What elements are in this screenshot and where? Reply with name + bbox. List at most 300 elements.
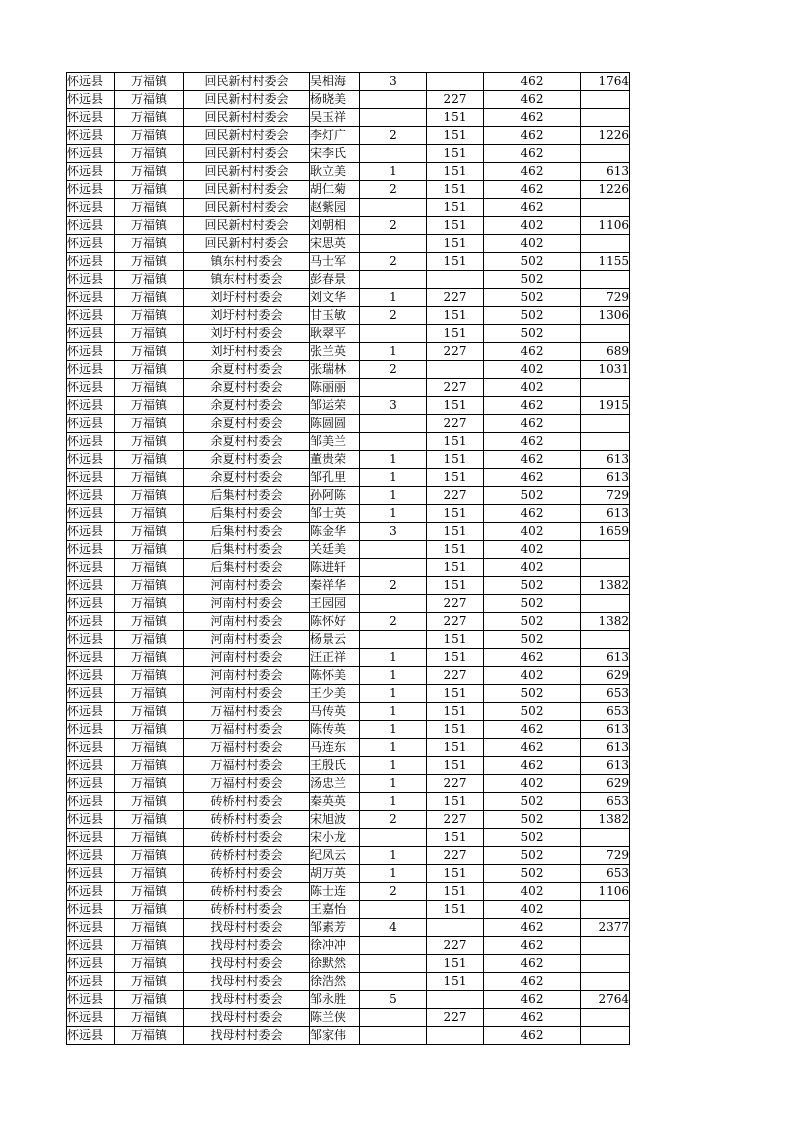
cell-county: 怀远县 <box>67 955 115 973</box>
cell-village-committee: 找母村村委会 <box>184 991 310 1009</box>
cell-amount-b: 402 <box>484 901 581 919</box>
cell-amount-b: 502 <box>484 703 581 721</box>
cell-amount-a: 151 <box>427 199 484 217</box>
cell-county: 怀远县 <box>67 379 115 397</box>
cell-household-size: 1 <box>360 739 427 757</box>
cell-town: 万福镇 <box>115 721 184 739</box>
cell-amount-b: 462 <box>484 343 581 361</box>
cell-village-committee: 后集村村委会 <box>184 523 310 541</box>
cell-total <box>581 109 630 127</box>
table-row <box>67 811 630 829</box>
household-table <box>66 72 630 1045</box>
table-row <box>67 847 630 865</box>
cell-amount-a: 151 <box>427 127 484 145</box>
cell-amount-a: 151 <box>427 145 484 163</box>
cell-name: 吴玉祥 <box>310 109 360 127</box>
cell-household-size <box>360 829 427 847</box>
cell-household-size <box>360 325 427 343</box>
cell-name: 邹家伟 <box>310 1027 360 1045</box>
cell-county: 怀远县 <box>67 325 115 343</box>
cell-amount-a: 227 <box>427 847 484 865</box>
cell-total: 613 <box>581 163 630 181</box>
cell-county: 怀远县 <box>67 1009 115 1027</box>
cell-household-size <box>360 955 427 973</box>
cell-amount-b: 402 <box>484 541 581 559</box>
cell-amount-b: 462 <box>484 73 581 91</box>
cell-town: 万福镇 <box>115 991 184 1009</box>
cell-amount-a: 227 <box>427 415 484 433</box>
cell-county: 怀远县 <box>67 469 115 487</box>
cell-amount-b: 502 <box>484 271 581 289</box>
table-row <box>67 415 630 433</box>
cell-village-committee: 万福村村委会 <box>184 775 310 793</box>
cell-village-committee: 砖桥村村委会 <box>184 847 310 865</box>
cell-town: 万福镇 <box>115 793 184 811</box>
cell-village-committee: 回民新村村委会 <box>184 73 310 91</box>
cell-amount-b: 502 <box>484 577 581 595</box>
cell-village-committee: 回民新村村委会 <box>184 199 310 217</box>
cell-amount-b: 402 <box>484 379 581 397</box>
cell-village-committee: 余夏村村委会 <box>184 469 310 487</box>
cell-name: 秦祥华 <box>310 577 360 595</box>
cell-total: 1031 <box>581 361 630 379</box>
table-row <box>67 73 630 91</box>
cell-name: 李灯广 <box>310 127 360 145</box>
cell-town: 万福镇 <box>115 847 184 865</box>
cell-amount-b: 502 <box>484 289 581 307</box>
cell-amount-b: 462 <box>484 1009 581 1027</box>
cell-county: 怀远县 <box>67 577 115 595</box>
cell-total: 613 <box>581 469 630 487</box>
cell-amount-b: 502 <box>484 595 581 613</box>
cell-town: 万福镇 <box>115 325 184 343</box>
cell-household-size: 4 <box>360 919 427 937</box>
table-row <box>67 541 630 559</box>
cell-county: 怀远县 <box>67 1027 115 1045</box>
cell-name: 邹美兰 <box>310 433 360 451</box>
cell-town: 万福镇 <box>115 631 184 649</box>
cell-village-committee: 刘圩村村委会 <box>184 343 310 361</box>
cell-town: 万福镇 <box>115 379 184 397</box>
cell-county: 怀远县 <box>67 865 115 883</box>
cell-town: 万福镇 <box>115 361 184 379</box>
cell-village-committee: 河南村村委会 <box>184 649 310 667</box>
cell-amount-a: 151 <box>427 973 484 991</box>
cell-county: 怀远县 <box>67 73 115 91</box>
cell-total: 1106 <box>581 883 630 901</box>
cell-total <box>581 829 630 847</box>
cell-town: 万福镇 <box>115 109 184 127</box>
cell-county: 怀远县 <box>67 685 115 703</box>
cell-name: 关廷美 <box>310 541 360 559</box>
cell-name: 陈兰侠 <box>310 1009 360 1027</box>
cell-total: 653 <box>581 685 630 703</box>
cell-village-committee: 河南村村委会 <box>184 595 310 613</box>
cell-county: 怀远县 <box>67 901 115 919</box>
cell-village-committee: 刘圩村村委会 <box>184 307 310 325</box>
cell-amount-b: 402 <box>484 559 581 577</box>
cell-total: 613 <box>581 757 630 775</box>
cell-amount-a: 151 <box>427 451 484 469</box>
cell-amount-b: 402 <box>484 361 581 379</box>
cell-village-committee: 河南村村委会 <box>184 631 310 649</box>
table-row <box>67 721 630 739</box>
cell-county: 怀远县 <box>67 991 115 1009</box>
cell-amount-b: 462 <box>484 199 581 217</box>
cell-amount-b: 502 <box>484 685 581 703</box>
cell-household-size <box>360 631 427 649</box>
cell-name: 王嘉怡 <box>310 901 360 919</box>
cell-household-size <box>360 1009 427 1027</box>
cell-name: 陈进轩 <box>310 559 360 577</box>
table-row <box>67 577 630 595</box>
cell-amount-b: 462 <box>484 649 581 667</box>
cell-household-size: 1 <box>360 469 427 487</box>
cell-total: 653 <box>581 793 630 811</box>
cell-village-committee: 镇东村村委会 <box>184 253 310 271</box>
cell-amount-a: 227 <box>427 1009 484 1027</box>
cell-town: 万福镇 <box>115 73 184 91</box>
table-row <box>67 343 630 361</box>
cell-amount-a: 151 <box>427 793 484 811</box>
cell-name: 陈怀好 <box>310 613 360 631</box>
cell-town: 万福镇 <box>115 811 184 829</box>
cell-amount-a <box>427 1027 484 1045</box>
cell-village-committee: 余夏村村委会 <box>184 397 310 415</box>
cell-total <box>581 631 630 649</box>
cell-amount-a: 151 <box>427 829 484 847</box>
cell-village-committee: 余夏村村委会 <box>184 379 310 397</box>
cell-county: 怀远县 <box>67 127 115 145</box>
cell-amount-b: 462 <box>484 109 581 127</box>
table-body <box>67 73 630 1045</box>
cell-total <box>581 1009 630 1027</box>
cell-town: 万福镇 <box>115 919 184 937</box>
cell-county: 怀远县 <box>67 739 115 757</box>
cell-village-committee: 河南村村委会 <box>184 577 310 595</box>
cell-total: 653 <box>581 703 630 721</box>
cell-amount-b: 462 <box>484 505 581 523</box>
cell-amount-a: 151 <box>427 703 484 721</box>
cell-village-committee: 河南村村委会 <box>184 613 310 631</box>
cell-amount-b: 462 <box>484 91 581 109</box>
cell-village-committee: 回民新村村委会 <box>184 91 310 109</box>
cell-name: 刘文华 <box>310 289 360 307</box>
cell-town: 万福镇 <box>115 235 184 253</box>
cell-amount-a: 151 <box>427 307 484 325</box>
cell-total: 729 <box>581 289 630 307</box>
cell-village-committee: 刘圩村村委会 <box>184 325 310 343</box>
cell-county: 怀远县 <box>67 343 115 361</box>
table-row <box>67 199 630 217</box>
cell-name: 杨晓美 <box>310 91 360 109</box>
cell-household-size: 2 <box>360 127 427 145</box>
cell-village-committee: 余夏村村委会 <box>184 451 310 469</box>
cell-amount-b: 462 <box>484 1027 581 1045</box>
cell-county: 怀远县 <box>67 271 115 289</box>
cell-name: 张瑞林 <box>310 361 360 379</box>
cell-name: 王少美 <box>310 685 360 703</box>
table-row <box>67 145 630 163</box>
cell-county: 怀远县 <box>67 307 115 325</box>
cell-name: 耿立美 <box>310 163 360 181</box>
table-row <box>67 667 630 685</box>
cell-amount-a <box>427 361 484 379</box>
cell-name: 马士军 <box>310 253 360 271</box>
cell-town: 万福镇 <box>115 487 184 505</box>
cell-town: 万福镇 <box>115 91 184 109</box>
cell-amount-b: 462 <box>484 181 581 199</box>
cell-name: 王园园 <box>310 595 360 613</box>
cell-amount-a: 151 <box>427 757 484 775</box>
cell-household-size <box>360 235 427 253</box>
cell-village-committee: 砖桥村村委会 <box>184 865 310 883</box>
cell-total: 1306 <box>581 307 630 325</box>
table-row <box>67 631 630 649</box>
cell-town: 万福镇 <box>115 181 184 199</box>
cell-village-committee: 回民新村村委会 <box>184 127 310 145</box>
cell-amount-b: 502 <box>484 793 581 811</box>
cell-household-size: 1 <box>360 649 427 667</box>
cell-town: 万福镇 <box>115 667 184 685</box>
table-row <box>67 163 630 181</box>
cell-amount-a <box>427 919 484 937</box>
cell-county: 怀远县 <box>67 163 115 181</box>
cell-amount-a: 151 <box>427 559 484 577</box>
cell-amount-a: 151 <box>427 469 484 487</box>
table-row <box>67 559 630 577</box>
cell-household-size <box>360 541 427 559</box>
table-row <box>67 703 630 721</box>
cell-county: 怀远县 <box>67 289 115 307</box>
cell-county: 怀远县 <box>67 613 115 631</box>
cell-name: 彭春景 <box>310 271 360 289</box>
cell-amount-b: 462 <box>484 145 581 163</box>
cell-total: 2377 <box>581 919 630 937</box>
cell-household-size <box>360 91 427 109</box>
table-row <box>67 271 630 289</box>
cell-town: 万福镇 <box>115 613 184 631</box>
cell-total: 729 <box>581 487 630 505</box>
cell-town: 万福镇 <box>115 595 184 613</box>
cell-town: 万福镇 <box>115 307 184 325</box>
table-row <box>67 1009 630 1027</box>
cell-county: 怀远县 <box>67 775 115 793</box>
cell-county: 怀远县 <box>67 649 115 667</box>
cell-amount-a: 227 <box>427 667 484 685</box>
cell-town: 万福镇 <box>115 829 184 847</box>
cell-town: 万福镇 <box>115 433 184 451</box>
cell-amount-a: 227 <box>427 487 484 505</box>
cell-amount-a: 151 <box>427 685 484 703</box>
cell-household-size: 1 <box>360 793 427 811</box>
cell-household-size <box>360 415 427 433</box>
cell-total: 1382 <box>581 613 630 631</box>
cell-amount-b: 462 <box>484 919 581 937</box>
cell-amount-b: 502 <box>484 631 581 649</box>
cell-name: 陈圆圆 <box>310 415 360 433</box>
cell-amount-b: 462 <box>484 973 581 991</box>
table-row <box>67 613 630 631</box>
cell-total: 1659 <box>581 523 630 541</box>
cell-name: 秦英英 <box>310 793 360 811</box>
table-row <box>67 235 630 253</box>
table-row <box>67 253 630 271</box>
cell-total: 1764 <box>581 73 630 91</box>
cell-amount-a: 151 <box>427 325 484 343</box>
cell-county: 怀远县 <box>67 757 115 775</box>
table-row <box>67 325 630 343</box>
cell-amount-a: 151 <box>427 901 484 919</box>
cell-town: 万福镇 <box>115 163 184 181</box>
cell-total <box>581 901 630 919</box>
cell-household-size <box>360 937 427 955</box>
cell-village-committee: 回民新村村委会 <box>184 109 310 127</box>
cell-name: 邹素芳 <box>310 919 360 937</box>
cell-town: 万福镇 <box>115 343 184 361</box>
table-row <box>67 307 630 325</box>
cell-village-committee: 后集村村委会 <box>184 559 310 577</box>
cell-town: 万福镇 <box>115 397 184 415</box>
cell-total: 1382 <box>581 577 630 595</box>
cell-county: 怀远县 <box>67 487 115 505</box>
cell-town: 万福镇 <box>115 217 184 235</box>
cell-total: 653 <box>581 865 630 883</box>
cell-amount-b: 462 <box>484 955 581 973</box>
cell-village-committee: 找母村村委会 <box>184 919 310 937</box>
table-row <box>67 991 630 1009</box>
cell-amount-a: 227 <box>427 595 484 613</box>
cell-amount-b: 502 <box>484 829 581 847</box>
cell-name: 陈丽丽 <box>310 379 360 397</box>
cell-household-size: 1 <box>360 343 427 361</box>
cell-county: 怀远县 <box>67 721 115 739</box>
cell-village-committee: 余夏村村委会 <box>184 415 310 433</box>
cell-county: 怀远县 <box>67 883 115 901</box>
cell-total: 613 <box>581 451 630 469</box>
cell-name: 孙阿陈 <box>310 487 360 505</box>
cell-county: 怀远县 <box>67 919 115 937</box>
cell-name: 胡万英 <box>310 865 360 883</box>
cell-total: 1155 <box>581 253 630 271</box>
cell-village-committee: 余夏村村委会 <box>184 433 310 451</box>
cell-amount-b: 402 <box>484 883 581 901</box>
cell-household-size: 2 <box>360 613 427 631</box>
cell-name: 邹士英 <box>310 505 360 523</box>
cell-village-committee: 找母村村委会 <box>184 937 310 955</box>
cell-total: 1106 <box>581 217 630 235</box>
table-row <box>67 469 630 487</box>
cell-name: 吴相海 <box>310 73 360 91</box>
cell-total: 1226 <box>581 127 630 145</box>
cell-amount-a: 227 <box>427 379 484 397</box>
cell-household-size <box>360 433 427 451</box>
cell-county: 怀远县 <box>67 415 115 433</box>
cell-village-committee: 后集村村委会 <box>184 541 310 559</box>
cell-amount-a: 151 <box>427 883 484 901</box>
cell-household-size: 2 <box>360 577 427 595</box>
cell-total <box>581 1027 630 1045</box>
table-row <box>67 217 630 235</box>
table-row <box>67 775 630 793</box>
cell-household-size: 1 <box>360 703 427 721</box>
cell-name: 邹孔里 <box>310 469 360 487</box>
cell-county: 怀远县 <box>67 505 115 523</box>
cell-amount-b: 462 <box>484 451 581 469</box>
cell-household-size: 2 <box>360 181 427 199</box>
cell-amount-a: 151 <box>427 955 484 973</box>
cell-amount-b: 502 <box>484 847 581 865</box>
table-row <box>67 649 630 667</box>
cell-village-committee: 万福村村委会 <box>184 703 310 721</box>
cell-name: 徐浩然 <box>310 973 360 991</box>
cell-county: 怀远县 <box>67 559 115 577</box>
cell-name: 陈怀美 <box>310 667 360 685</box>
cell-name: 陈金华 <box>310 523 360 541</box>
cell-village-committee: 砖桥村村委会 <box>184 793 310 811</box>
cell-amount-b: 502 <box>484 253 581 271</box>
cell-town: 万福镇 <box>115 649 184 667</box>
cell-amount-a: 227 <box>427 937 484 955</box>
cell-village-committee: 河南村村委会 <box>184 685 310 703</box>
cell-household-size: 1 <box>360 685 427 703</box>
cell-name: 甘玉敏 <box>310 307 360 325</box>
cell-amount-a: 151 <box>427 109 484 127</box>
cell-household-size: 2 <box>360 307 427 325</box>
cell-amount-b: 502 <box>484 487 581 505</box>
table-row <box>67 973 630 991</box>
cell-county: 怀远县 <box>67 829 115 847</box>
cell-total <box>581 937 630 955</box>
cell-amount-a: 227 <box>427 91 484 109</box>
cell-name: 邹永胜 <box>310 991 360 1009</box>
cell-amount-b: 462 <box>484 991 581 1009</box>
cell-household-size: 1 <box>360 847 427 865</box>
cell-amount-a: 151 <box>427 181 484 199</box>
cell-town: 万福镇 <box>115 973 184 991</box>
cell-village-committee: 后集村村委会 <box>184 487 310 505</box>
cell-county: 怀远县 <box>67 451 115 469</box>
cell-household-size: 2 <box>360 883 427 901</box>
cell-name: 宋小龙 <box>310 829 360 847</box>
cell-name: 宋旭波 <box>310 811 360 829</box>
cell-town: 万福镇 <box>115 145 184 163</box>
cell-total <box>581 955 630 973</box>
table-row <box>67 127 630 145</box>
cell-town: 万福镇 <box>115 451 184 469</box>
cell-county: 怀远县 <box>67 235 115 253</box>
cell-town: 万福镇 <box>115 577 184 595</box>
cell-name: 胡仁菊 <box>310 181 360 199</box>
cell-amount-b: 402 <box>484 523 581 541</box>
cell-total: 613 <box>581 739 630 757</box>
cell-household-size: 5 <box>360 991 427 1009</box>
cell-name: 赵紫园 <box>310 199 360 217</box>
cell-county: 怀远县 <box>67 91 115 109</box>
cell-household-size <box>360 559 427 577</box>
cell-name: 董贵荣 <box>310 451 360 469</box>
table-row <box>67 379 630 397</box>
table-row <box>67 433 630 451</box>
cell-county: 怀远县 <box>67 181 115 199</box>
cell-household-size: 1 <box>360 667 427 685</box>
cell-total <box>581 199 630 217</box>
table-row <box>67 91 630 109</box>
cell-village-committee: 镇东村村委会 <box>184 271 310 289</box>
cell-household-size: 2 <box>360 361 427 379</box>
cell-town: 万福镇 <box>115 703 184 721</box>
cell-amount-a: 151 <box>427 217 484 235</box>
